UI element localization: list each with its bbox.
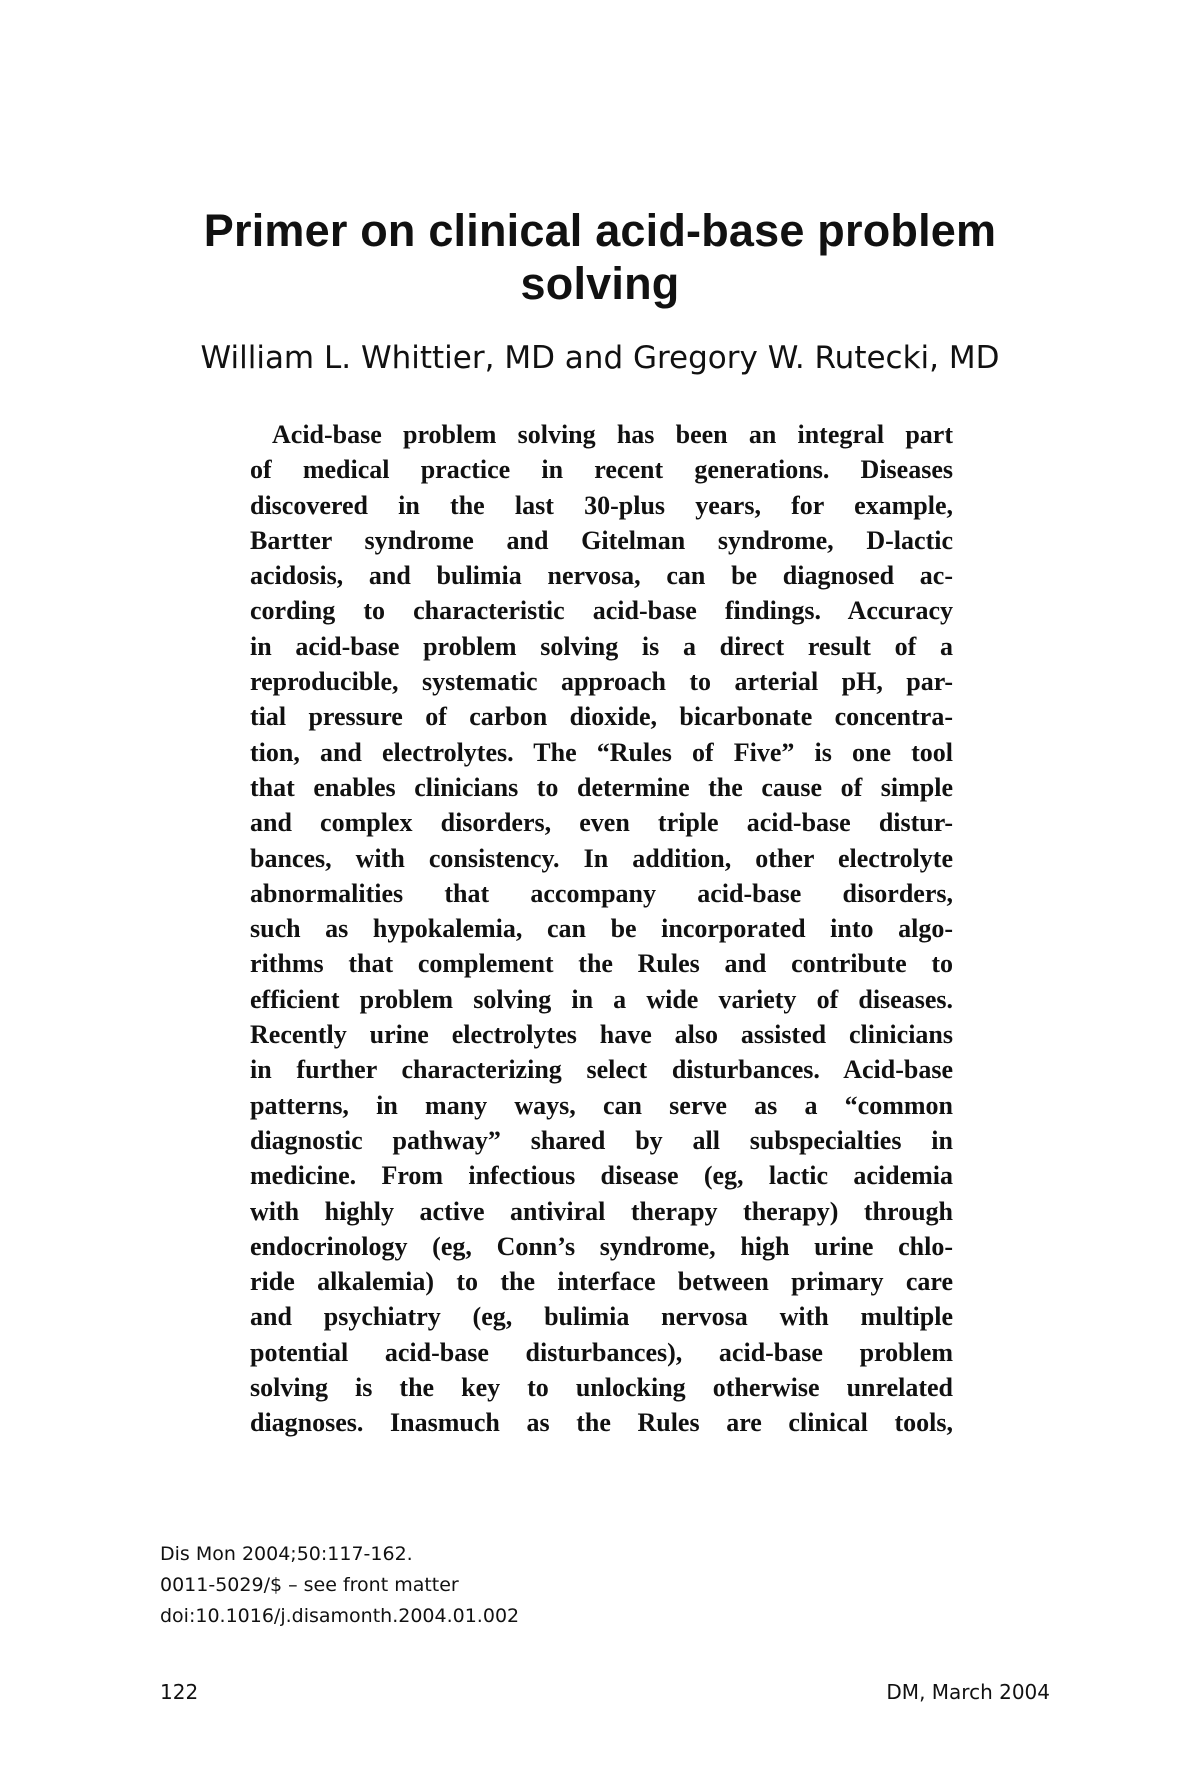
abstract [250, 417, 953, 1441]
abstract-line: with highly active antiviral therapy therapy) through [250, 1196, 953, 1226]
article-title-line-1: Primer on clinical acid-base problem [203, 205, 997, 256]
abstract-line: Acid-base problem solving has been an integral part [272, 420, 953, 449]
abstract-line: cording to characteristic acid-base findings. Accuracy [250, 596, 953, 626]
running-footer-journal-date: DM, March 2004 [886, 1680, 1050, 1704]
journal-reference: Dis Mon 2004;50:117-162. [160, 1543, 413, 1565]
abstract-line: of medical practice in recent generations. Diseases [250, 455, 953, 485]
doi-line: doi:10.1016/j.disamonth.2004.01.002 [160, 1605, 520, 1627]
page-number: 122 [160, 1680, 199, 1704]
article-authors: William L. Whittier, MD and Gregory W. Rutecki, MD [200, 340, 1000, 376]
abstract-line: abnormalities that accompany acid-base disorders, [250, 878, 953, 908]
abstract-line: acidosis, and bulimia nervosa, can be diagnosed ac- [250, 561, 953, 591]
abstract-line: discovered in the last 30-plus years, for example, [250, 490, 953, 520]
abstract-line: diagnoses. Inasmuch as the Rules are clinical tools, [250, 1408, 953, 1438]
abstract-line: efficient problem solving in a wide variety of diseases. [250, 984, 953, 1014]
abstract-line: patterns, in many ways, can serve as a “common [250, 1090, 953, 1120]
abstract-line: diagnostic pathway” shared by all subspecialties in [250, 1125, 953, 1155]
abstract-line: potential acid-base disturbances), acid-base problem [250, 1337, 953, 1367]
abstract-line: solving is the key to unlocking otherwise unrelated [250, 1373, 953, 1403]
article-title [150, 204, 1050, 310]
abstract-line: rithms that complement the Rules and contribute to [250, 949, 953, 979]
abstract-line: bances, with consistency. In addition, other electrolyte [250, 843, 953, 873]
abstract-line: medicine. From infectious disease (eg, lactic acidemia [250, 1161, 953, 1191]
abstract-line: Bartter syndrome and Gitelman syndrome, D-lactic [250, 525, 953, 555]
abstract-line: tial pressure of carbon dioxide, bicarbonate concentra- [250, 702, 953, 732]
abstract-line: and complex disorders, even triple acid-base distur- [250, 808, 953, 838]
article-title-line-2: solving [520, 258, 680, 309]
abstract-line: in further characterizing select disturbances. Acid-base [250, 1055, 953, 1085]
citation-block [160, 1539, 519, 1632]
abstract-line: endocrinology (eg, Conn’s syndrome, high urine chlo- [250, 1231, 953, 1261]
abstract-line: in acid-base problem solving is a direct result of a [250, 631, 953, 661]
issn-line: 0011-5029/$ – see front matter [160, 1574, 459, 1596]
abstract-line: reproducible, systematic approach to arterial pH, par- [250, 667, 953, 697]
abstract-line: tion, and electrolytes. The “Rules of Five” is one tool [250, 737, 953, 767]
abstract-line: such as hypokalemia, can be incorporated into algo- [250, 914, 953, 944]
abstract-line: and psychiatry (eg, bulimia nervosa with multiple [250, 1302, 953, 1332]
abstract-line: that enables clinicians to determine the cause of simple [250, 772, 953, 802]
abstract-line: ride alkalemia) to the interface between primary care [250, 1267, 953, 1297]
abstract-line: Recently urine electrolytes have also assisted clinicians [250, 1020, 953, 1050]
